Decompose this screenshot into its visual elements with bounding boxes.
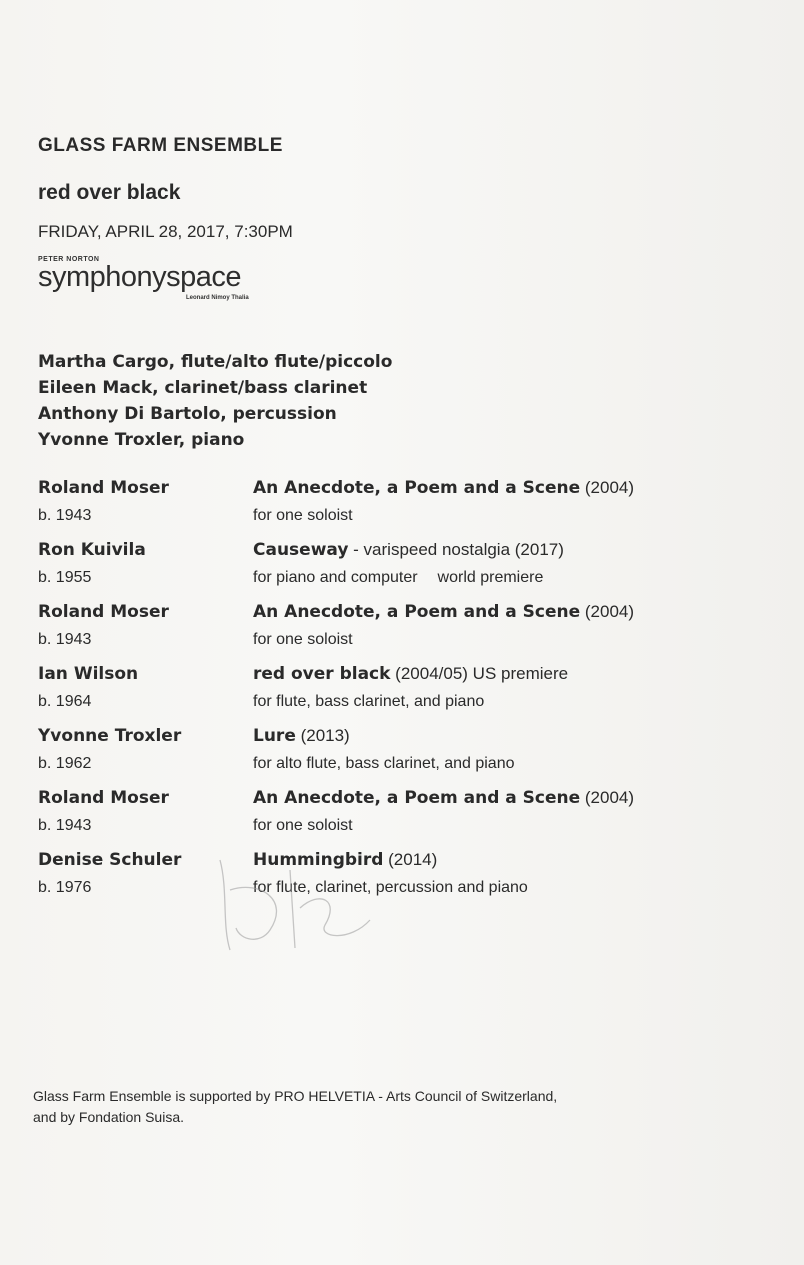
composer-born: b. 1962 — [38, 755, 92, 772]
performer: Eileen Mack, clarinet/bass clarinet — [38, 378, 368, 398]
instrumentation-line — [253, 631, 373, 649]
premiere-note: world premiere — [437, 569, 544, 586]
venue-name: symphonyspace — [38, 261, 242, 293]
instrumentation: for one soloist — [253, 507, 353, 524]
ensemble-name: GLASS FARM ENSEMBLE — [38, 135, 283, 156]
program-title: red over black — [38, 181, 181, 204]
work-year: (2017) — [510, 540, 564, 559]
instrumentation-line — [253, 507, 373, 525]
work-title: An Anecdote, a Poem and a Scene — [253, 788, 581, 808]
instrumentation: for alto flute, bass clarinet, and piano — [253, 755, 515, 772]
program-item — [38, 602, 738, 664]
program-item — [38, 726, 738, 788]
work-year: (2013) — [295, 726, 350, 745]
composer-born: b. 1943 — [38, 507, 92, 524]
instrumentation: for flute, bass clarinet, and piano — [253, 693, 485, 710]
performer-list — [38, 349, 392, 453]
instrumentation: for flute, clarinet, percussion and piano — [253, 879, 528, 896]
work-line — [253, 664, 568, 684]
instrumentation: for one soloist — [253, 631, 353, 648]
support-line: and by Fondation Suisa. — [33, 1109, 184, 1125]
work-subtitle: - varispeed nostalgia — [348, 540, 511, 559]
composer-name: Yvonne Troxler — [38, 726, 182, 746]
instrumentation: for one soloist — [253, 817, 353, 834]
work-year: (2004) — [580, 788, 635, 807]
venue-sponsor: PETER NORTON — [38, 256, 100, 263]
work-title: Lure — [253, 726, 296, 746]
performer: Anthony Di Bartolo, percussion — [38, 404, 337, 424]
program-item — [38, 664, 738, 726]
composer-name: Roland Moser — [38, 602, 169, 622]
composer-born: b. 1976 — [38, 879, 92, 896]
composer-name: Roland Moser — [38, 788, 169, 808]
work-title: Hummingbird — [253, 850, 384, 870]
program-item — [38, 478, 738, 540]
work-title: An Anecdote, a Poem and a Scene — [253, 602, 581, 622]
venue-hall: Leonard Nimoy Thalia — [186, 295, 249, 301]
support-note — [33, 1086, 653, 1128]
composer-born: b. 1943 — [38, 817, 92, 834]
composer-name: Ian Wilson — [38, 664, 139, 684]
concert-date: FRIDAY, APRIL 28, 2017, 7:30PM — [38, 222, 293, 241]
performer: Yvonne Troxler, piano — [38, 430, 245, 450]
composer-born: b. 1964 — [38, 693, 92, 710]
support-line: Glass Farm Ensemble is supported by PRO HELVETIA - Arts Council of Switzerland, — [33, 1088, 558, 1104]
composer-name: Ron Kuivila — [38, 540, 146, 560]
work-line — [253, 726, 350, 746]
work-year: (2004) — [580, 478, 635, 497]
instrumentation-line — [253, 693, 504, 711]
work-title: An Anecdote, a Poem and a Scene — [253, 478, 581, 498]
handwritten-signature — [200, 830, 390, 960]
work-year: (2004) — [580, 602, 635, 621]
work-title: red over black — [253, 664, 391, 684]
composer-born: b. 1955 — [38, 569, 92, 586]
work-line — [253, 602, 634, 622]
work-line — [253, 788, 634, 808]
instrumentation-line — [253, 755, 535, 773]
composer-name: Denise Schuler — [38, 850, 182, 870]
venue-logo — [38, 256, 298, 301]
performer: Martha Cargo, flute/alto flute/piccolo — [38, 352, 393, 372]
work-line — [253, 478, 634, 498]
instrumentation: for piano and computer — [253, 569, 418, 586]
work-premiere: US premiere — [467, 664, 569, 683]
composer-born: b. 1943 — [38, 631, 92, 648]
work-line — [253, 540, 564, 560]
composer-name: Roland Moser — [38, 478, 169, 498]
work-year: (2014) — [383, 850, 438, 869]
work-title: Causeway — [253, 540, 349, 560]
instrumentation-line — [253, 569, 543, 587]
program-item — [38, 540, 738, 602]
work-year: (2004/05) — [390, 664, 468, 683]
